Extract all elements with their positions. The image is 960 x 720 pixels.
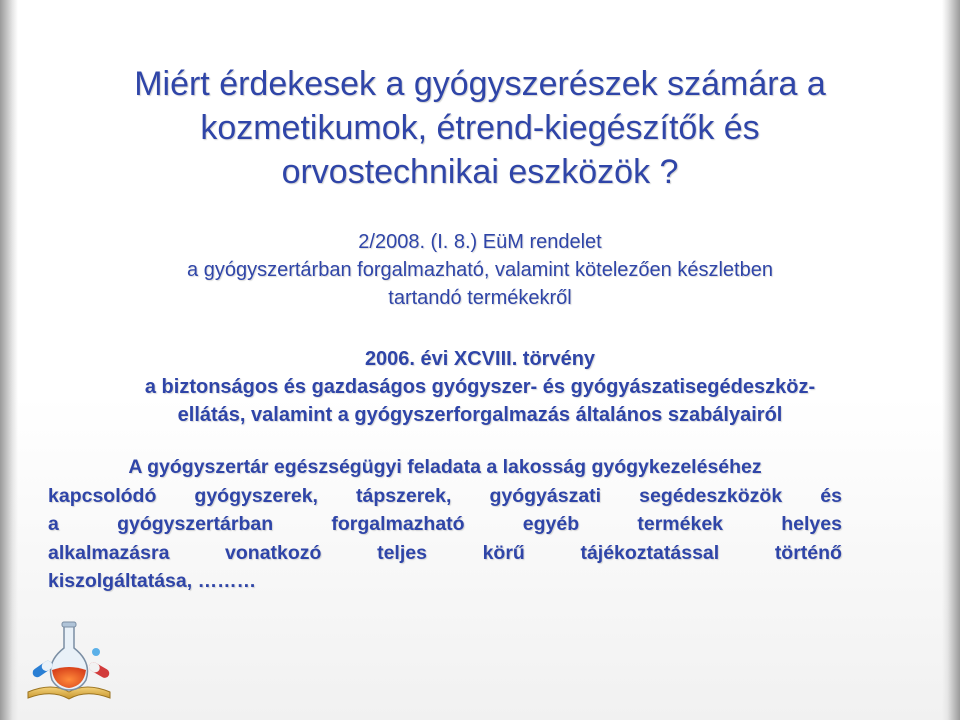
paragraph-line-1: A gyógyszertár egészségügyi feladata a lakosság gyógykezeléséhez: [128, 456, 762, 478]
decree-line-1: 2/2008. (I. 8.) EüM rendelet: [358, 231, 602, 253]
decree-line-3: tartandó termékekről: [388, 287, 572, 309]
paragraph-word: egyéb: [522, 513, 580, 535]
paragraph-word: termékek: [637, 513, 724, 535]
paragraph-line-4: [48, 539, 842, 568]
paragraph-word: teljes: [377, 541, 427, 564]
slide-title: [50, 62, 910, 194]
paragraph-word: történő: [774, 541, 842, 564]
paragraph-word: tájékoztatással: [580, 541, 720, 564]
paragraph-word: segédeszközök: [639, 484, 783, 507]
paragraph-line-3: [48, 510, 842, 539]
law-line-3: ellátás, valamint a gyógyszerforgalmazás általános szabályairól: [177, 404, 783, 426]
law-line-2: a biztonságos és gazdaságos gyógyszer- és gyógyászatisegédeszköz-: [144, 376, 816, 398]
paragraph-word: gyógyszertárban: [117, 513, 274, 535]
decree-line-2: a gyógyszertárban forgalmazható, valamint kötelezően készletben: [187, 259, 773, 281]
title-line-2: kozmetikumok, étrend-kiegészítők és: [200, 109, 760, 147]
title-line-1: Miért érdekesek a gyógyszerészek számára a: [134, 65, 826, 103]
law-reference: [40, 345, 920, 429]
paragraph-word: gyógyszerek,: [194, 484, 318, 507]
paragraph-word: forgalmazható: [331, 513, 465, 535]
pharmacy-flask-logo-icon: [14, 612, 124, 712]
paragraph-word: és: [820, 484, 842, 507]
paragraph-word: körű: [482, 541, 525, 564]
paragraph-line-2: [48, 482, 842, 511]
paragraph-word: a: [48, 513, 59, 535]
paragraph-word: alkalmazásra: [48, 541, 170, 564]
paragraph-line-5: kiszolgáltatása, ………: [48, 570, 257, 592]
law-line-1: 2006. évi XCVIII. törvény: [364, 348, 596, 370]
title-line-3: orvostechnikai eszközök ?: [281, 153, 679, 191]
paragraph-word: helyes: [781, 513, 842, 535]
paragraph-word: vonatkozó: [225, 541, 322, 564]
paragraph-word: tápszerek,: [356, 484, 452, 507]
pharmacy-task-paragraph: [48, 453, 842, 596]
paragraph-word: kapcsolódó: [48, 484, 157, 507]
paragraph-word: gyógyászati: [489, 484, 602, 507]
right-edge-shadow: [942, 0, 960, 720]
decree-reference: [40, 228, 920, 312]
